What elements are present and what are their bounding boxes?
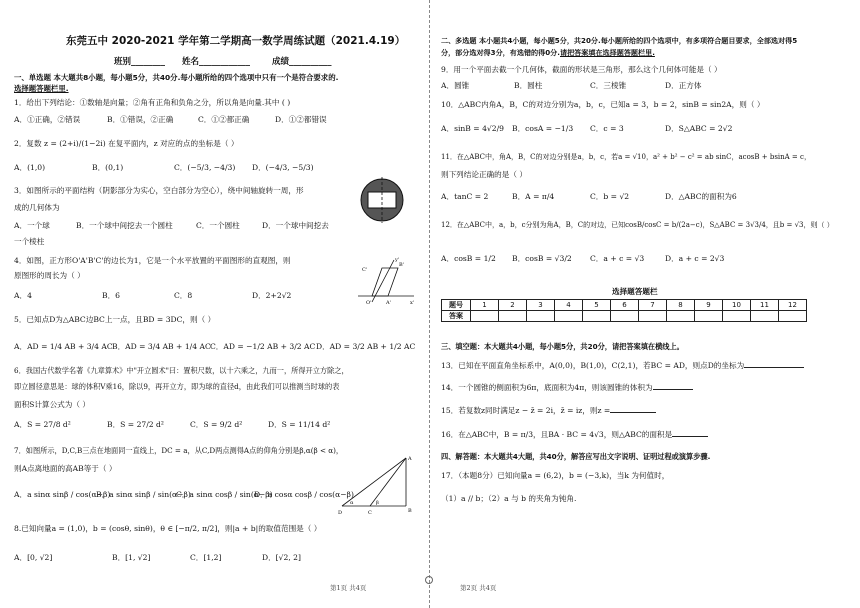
answer-cell[interactable]	[695, 311, 723, 322]
page-divider	[429, 0, 431, 608]
exam-title: 东莞五中 2020-2021 学年第二学期高一数学周练试题（2021.4.19）	[66, 35, 406, 47]
q11-stem: 11．在△ABC中，角A，B，C的对边分别是a，b，c，若a = √10，a² + b² − c² = ab sinC，acosB + bsinA = c，	[441, 153, 811, 161]
answer-cell-num: 6	[611, 300, 639, 311]
q11-stem-2: 则下列结论正确的是（ ）	[441, 170, 527, 179]
answer-cell[interactable]	[779, 311, 807, 322]
q2-opt-b: B．(0,1)	[92, 163, 124, 172]
q5-opt-c: C．AD = −1/2 AB + 3/2 AC	[210, 342, 316, 351]
section1-note	[14, 84, 69, 94]
q16-blank[interactable]	[672, 428, 708, 437]
answer-cell-num: 12	[779, 300, 807, 311]
q1-stem: 1．给出下列结论：①数轴是向量；②角有正角和负角之分，所以角是向量.其中 ( )	[14, 98, 291, 107]
q7-opt-a: A．a sinα sinβ / cos(α−β)	[14, 490, 111, 499]
q7-opt-c: C．a sinα cosβ / sin(α−β)	[176, 490, 273, 499]
q2-stem: 2．复数 z = (2+i)/(1−2i) 在复平面内，z 对应的点的坐标是（ ）	[14, 139, 239, 148]
field-class: 班别________	[114, 57, 166, 67]
q13-text: 13．已知在平面直角坐标系中，A(0,0)，B(1,0)，C(2,1)，若BC = AD，则点D的坐标为	[441, 361, 745, 370]
right-page-number: 第2页 共4页	[460, 584, 497, 592]
q8-stem: 8.已知向量a = (1,0)，b = (cosθ, sinθ)，θ ∈ [−π/2, π/2]，则|a + b|的取值范围是（ ）	[14, 524, 322, 533]
q17-stem: 17．（本题8分）已知向量a = (6,2)，b = (−3,k)，当k 为何值时，	[441, 471, 670, 480]
q1-opt-a: A．①正确，②错误	[14, 115, 81, 124]
q6-opt-a: A．S = 27/8 d²	[14, 420, 71, 429]
answer-cell-label: 答案	[442, 311, 471, 322]
q12-opt-a: A．cosB = 1/2	[441, 254, 496, 263]
answer-cell[interactable]	[611, 311, 639, 322]
section2-heading: 二、多选题 本小题共4小题，每小题5分，共20分.每小题所给的四个选项中，有多项符合题目要求，全部选对得5	[441, 36, 798, 45]
q4-fig-label-b: B'	[399, 262, 405, 268]
q4-opt-d: D．2+2√2	[252, 291, 292, 300]
section2-ul: 请把答案填在选择题答题栏里.	[559, 48, 655, 57]
q1-opt-c: C．①②都正确	[198, 115, 250, 124]
answer-table-answer-row	[442, 311, 807, 322]
answer-cell-num: 8	[667, 300, 695, 311]
q7-fig-label-beta: β	[376, 500, 379, 506]
answer-cell[interactable]	[471, 311, 499, 322]
q5-opt-a: A．AD = 1/4 AB + 3/4 AC	[14, 342, 113, 351]
left-page-number: 第1页 共4页	[330, 584, 367, 592]
answer-cell[interactable]	[751, 311, 779, 322]
q11-opt-d: D．△ABC的面积为6	[665, 192, 737, 201]
q7-fig-label-d: D	[338, 510, 343, 516]
q15-text: 15．若复数z同时满足z − z̄ = 2i，z̄ = iz，则z =	[441, 406, 611, 415]
q6-stem-2: 即立圆径意思是：球的体积V乘16，除以9，再开立方，即为球的直径d，由此我们可以推测当时球的表	[14, 382, 340, 391]
answer-table-header-row	[442, 300, 807, 311]
q17-part1: （1）a // b；（2）a 与 b 的夹角为钝角.	[441, 494, 577, 503]
q9-stem: 9．用一个平面去截一个几何体，截面的形状是三角形，那么这个几何体可能是（ ）	[441, 65, 722, 74]
q6-stem: 6．我国古代数学名著《九章算术》中"开立圆术"曰：置积尺数，以十六乘之，九而一，所得开立方除之，	[14, 366, 349, 375]
answer-cell-num: 10	[723, 300, 751, 311]
q9-opt-c: C．三棱锥	[590, 81, 627, 90]
q5-stem: 5．已知点D为△ABC边BC上一点，且BD = 3DC，则（ ）	[14, 315, 216, 324]
answer-cell-num: 3	[527, 300, 555, 311]
answer-cell-num: 1	[471, 300, 499, 311]
q7-opt-d: D．a cosα cosβ / cos(α−β)	[254, 490, 354, 499]
q10-opt-d: D．S△ABC = 2√2	[665, 124, 733, 133]
q4-fig-label-c: C'	[362, 267, 368, 273]
q3-stem-2: 成的几何体为	[14, 203, 60, 212]
q4-fig-label-o: O'	[366, 300, 372, 306]
q8-opt-a: A．[0, √2]	[14, 553, 53, 562]
q14-blank[interactable]	[653, 381, 693, 390]
answer-cell-num: 7	[639, 300, 667, 311]
answer-cell-num: 2	[499, 300, 527, 311]
q13-blank[interactable]	[744, 359, 804, 368]
q16-stem	[441, 428, 708, 440]
q11-opt-b: B．A = π/4	[512, 192, 555, 201]
q7-stem: 7．如图所示，D,C,B三点在地面同一直线上，DC = a，从C,D两点测得A点的仰角分别是β,α(β < α)，	[14, 446, 344, 455]
section4-heading: 四、解答题：本大题共4大题，共40分，解答应写出文字说明、证明过程或演算步骤.	[441, 452, 711, 461]
q6-opt-c: C．S = 9/2 d²	[190, 420, 243, 429]
q1-opt-b: B．①错误，②正确	[107, 115, 174, 124]
q9-opt-d: D．正方体	[665, 81, 702, 90]
q10-opt-c: C．c = 3	[590, 124, 624, 133]
section1-note-ul: 选择题答题栏里.	[14, 84, 69, 93]
q4-opt-b: B．6	[102, 291, 121, 300]
q7-opt-b: B．a sinα sinβ / sin(α−β)	[96, 490, 191, 499]
q12-opt-c: C．a + c = √3	[590, 254, 645, 263]
answer-table	[441, 299, 807, 322]
q4-stem: 4．如图，正方形O'A'B'C'的边长为1，它是一个水平放置的平面图形的直观图，则	[14, 256, 291, 265]
answer-cell[interactable]	[499, 311, 527, 322]
q12-opt-d: D．a + c = 2√3	[665, 254, 725, 263]
q11-opt-a: A．tanC = 2	[441, 192, 489, 201]
q7-figure	[336, 452, 422, 516]
q15-blank[interactable]	[610, 404, 656, 413]
q3-opt-b: B．一个球中间挖去一个圆柱	[76, 221, 173, 230]
q6-stem-3: 面积S计算公式为（ ）	[14, 400, 90, 409]
answer-table-title: 选择题答题栏	[612, 287, 658, 296]
q4-figure	[354, 256, 418, 306]
q7-stem-2: 则A点离地面的高AB等于（ ）	[14, 464, 117, 473]
answer-cell-num: 4	[555, 300, 583, 311]
q10-opt-b: B．cosA = −1/3	[512, 124, 574, 133]
q2-opt-a: A．(1,0)	[14, 163, 46, 172]
q5-opt-d: D．AD = 3/2 AB + 1/2 AC	[316, 342, 416, 351]
answer-cell-label: 题号	[442, 300, 471, 311]
section2-heading-2	[441, 48, 655, 58]
q7-fig-label-alpha: α	[350, 500, 354, 506]
q9-opt-b: B．圆柱	[514, 81, 543, 90]
q3-opt-d-tail: 一个棱柱	[14, 237, 45, 246]
q10-stem: 10．△ABC内角A，B，C的对边分别为a，b，c，已知a = 3，b = 2，sinB = sin2A，则（ ）	[441, 100, 765, 109]
q4-fig-label-y: y'	[395, 257, 400, 263]
q9-opt-a: A．圆锥	[441, 81, 470, 90]
answer-cell-num: 9	[695, 300, 723, 311]
q10-opt-a: A．sinB = 4√2/9	[441, 124, 504, 133]
q3-figure	[358, 176, 406, 224]
answer-cell[interactable]	[723, 311, 751, 322]
q14-stem	[441, 381, 693, 393]
q5-opt-b: B．AD = 3/4 AB + 1/4 AC	[112, 342, 211, 351]
q8-opt-b: B．[1, √2]	[112, 553, 151, 562]
field-score: 成绩__________	[272, 57, 332, 67]
q2-opt-c: C．(−5/3, −4/3)	[174, 163, 236, 172]
q3-opt-c: C．一个圆柱	[196, 221, 240, 230]
q2-opt-d: D．(−4/3, −5/3)	[252, 163, 314, 172]
q4-fig-label-a: A'	[386, 300, 391, 306]
field-name: 姓名____________	[182, 57, 251, 67]
q13-stem	[441, 359, 804, 371]
q6-opt-d: D．S = 11/14 d²	[268, 420, 331, 429]
q7-fig-label-b: B	[408, 508, 412, 514]
q16-text: 16．在△ABC中，B = π/3，且BA · BC = 4√3，则△ABC的面积是	[441, 430, 673, 439]
q12-opt-b: B．cosB = √3/2	[512, 254, 572, 263]
q6-opt-b: B．S = 27/2 d²	[107, 420, 164, 429]
q3-stem: 3．如图所示的平面结构（阴影部分为实心，空白部分为空心），绕中间轴旋转一周，形	[14, 186, 304, 195]
section2-text: 分，部分选对得3分，有选错的得0分.	[441, 48, 560, 57]
q4-fig-label-x: x'	[410, 300, 415, 306]
q7-fig-label-a: A	[408, 456, 412, 462]
answer-cell[interactable]	[527, 311, 555, 322]
q3-opt-a: A．一个球	[14, 221, 50, 230]
q12-stem: 12．在△ABC中，a，b，c分别为角A，B，C的对边，已知cosB/cosC = b/(2a−c)，S△ABC = 3√3/4，且b = √3，则（ ）	[441, 221, 834, 229]
answer-cell[interactable]	[667, 311, 695, 322]
answer-cell[interactable]	[639, 311, 667, 322]
answer-cell[interactable]	[555, 311, 583, 322]
answer-cell-num: 11	[751, 300, 779, 311]
section1-heading: 一、单选题 本大题共8小题，每小题5分，共40分.每小题所给的四个选项中只有一个是符合要求的.	[14, 73, 339, 82]
q4-stem-2: 原图形的周长为（ ）	[14, 271, 85, 280]
q15-stem	[441, 404, 656, 416]
q3-opt-d: D．一个球中间挖去	[262, 221, 329, 230]
q11-opt-c: C．b = √2	[590, 192, 630, 201]
binding-hole-icon	[425, 576, 433, 584]
section3-heading: 三、填空题：本大题共4小题，每小题5分，共20分，请把答案填在横线上。	[441, 342, 684, 351]
q1-opt-d: D．①②都错误	[275, 115, 327, 124]
q4-opt-a: A．4	[14, 291, 32, 300]
q7-fig-label-c: C	[368, 510, 372, 516]
q8-opt-d: D．[√2, 2]	[262, 553, 301, 562]
answer-cell-num: 5	[583, 300, 611, 311]
q14-text: 14．一个圆锥的侧面积为6π，底面积为4π，则该圆锥的体积为	[441, 383, 653, 392]
answer-cell[interactable]	[583, 311, 611, 322]
q4-opt-c: C．8	[174, 291, 193, 300]
q8-opt-c: C．[1,2]	[190, 553, 222, 562]
